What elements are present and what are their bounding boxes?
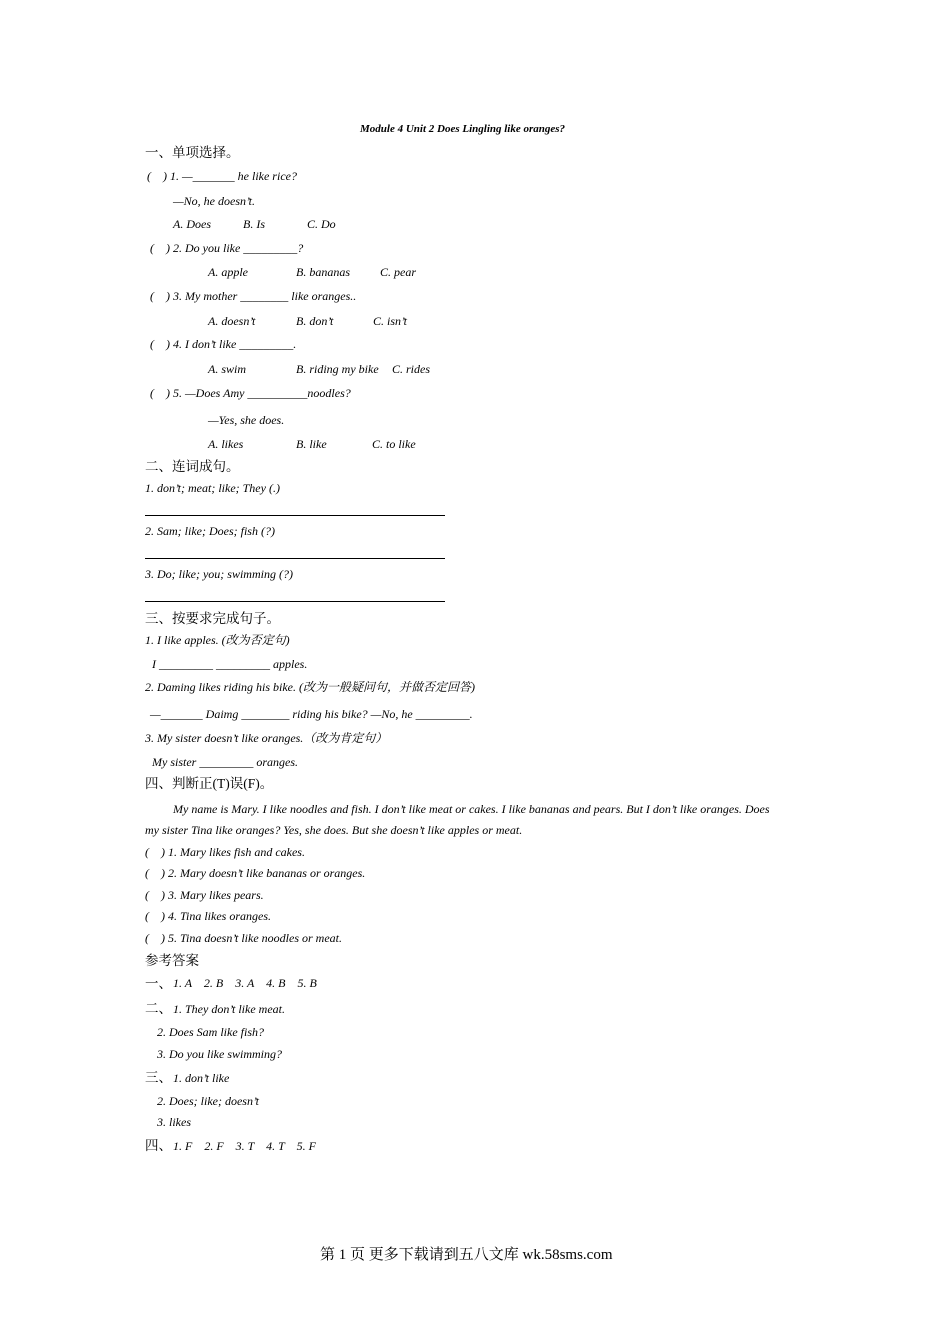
page-footer: 第 1 页 更多下载请到五八文库 wk.58sms.com (320, 1247, 613, 1263)
reorder-item-3: 3. Do; like; you; swimming (?) (145, 567, 293, 581)
rewrite-item-1: 1. I like apples. (改为否定句) (145, 633, 290, 647)
question-4-option-b: B. riding my bike (296, 362, 379, 376)
judge-item-2: ( ) 2. Mary doesn’t like bananas or oranges. (145, 866, 366, 880)
question-5-option-b: B. like (296, 437, 327, 451)
reorder-item-2: 2. Sam; like; Does; fish (?) (145, 524, 275, 538)
question-5-reply: —Yes, she does. (208, 413, 285, 427)
rewrite-item-3: 3. My sister doesn’t like oranges.（改为肯定句） (145, 731, 388, 745)
question-3: ( ) 3. My mother ________ like oranges.. (150, 289, 357, 303)
question-1-option-b: B. Is (243, 217, 265, 231)
rewrite-item-3-fill: My sister _________ oranges. (152, 755, 298, 769)
answers-4-label: 四、 (145, 1138, 172, 1153)
question-4: ( ) 4. I don’t like _________. (150, 337, 297, 351)
section-2-heading: 二、连词成句。 (145, 459, 240, 474)
judge-item-3: ( ) 3. Mary likes pears. (145, 888, 264, 902)
answers-4: 1. F 2. F 3. T 4. T 5. F (173, 1139, 316, 1153)
reorder-item-1: 1. don’t; meat; like; They (.) (145, 481, 280, 495)
question-1-reply: —No, he doesn’t. (173, 194, 255, 208)
answer-line (145, 558, 445, 559)
question-3-option-c: C. isn’t (373, 314, 408, 328)
answers-2-label: 二、 (145, 1001, 172, 1016)
section-1-heading: 一、单项选择。 (145, 145, 240, 160)
question-5-option-c: C. to like (372, 437, 416, 451)
answers-1: 1. A 2. B 3. A 4. B 5. B (173, 976, 317, 990)
rewrite-item-2-fill: —_______ Daimg ________ riding his bike? —No, he _________. (150, 707, 473, 721)
section-4-heading: 四、判断正(T)误(F)。 (145, 776, 274, 791)
question-2-option-b: B. bananas (296, 265, 350, 279)
judge-item-1: ( ) 1. Mary likes fish and cakes. (145, 845, 305, 859)
question-4-option-a: A. swim (208, 362, 247, 376)
answers-1-label: 一、 (145, 976, 172, 991)
document-title: Module 4 Unit 2 Does Lingling like oranges? (360, 123, 566, 135)
reading-passage-line-2: my sister Tina like oranges? Yes, she does. But she doesn’t like apples or meat. (145, 823, 523, 837)
question-3-option-b: B. don’t (296, 314, 334, 328)
question-5: ( ) 5. —Does Amy __________noodles? (150, 386, 351, 400)
answer-line (145, 515, 445, 516)
rewrite-item-2: 2. Daming likes riding his bike. (改为一般疑问句，并做否定回答) (145, 680, 475, 694)
answers-2-item-3: 3. Do you like swimming? (157, 1047, 282, 1061)
question-2-option-c: C. pear (380, 265, 416, 279)
question-1-option-a: A. Does (173, 217, 211, 231)
section-3-heading: 三、按要求完成句子。 (145, 611, 280, 626)
question-2-option-a: A. apple (208, 265, 248, 279)
question-1-option-c: C. Do (307, 217, 336, 231)
answers-2-item-2: 2. Does Sam like fish? (157, 1025, 264, 1039)
judge-item-4: ( ) 4. Tina likes oranges. (145, 909, 271, 923)
answers-3-item-3: 3. likes (157, 1115, 191, 1129)
question-4-option-c: C. rides (392, 362, 431, 376)
question-5-option-a: A. likes (208, 437, 244, 451)
question-2: ( ) 2. Do you like _________? (150, 241, 304, 255)
answer-line (145, 601, 445, 602)
question-1: ( ) 1. —_______ he like rice? (147, 169, 297, 183)
answers-heading: 参考答案 (145, 953, 199, 968)
answers-3-item-1: 1. don’t like (173, 1071, 230, 1085)
answers-3-label: 三、 (145, 1070, 172, 1085)
question-3-option-a: A. doesn’t (208, 314, 256, 328)
answers-3-item-2: 2. Does; like; doesn’t (157, 1094, 259, 1108)
judge-item-5: ( ) 5. Tina doesn’t like noodles or meat. (145, 931, 342, 945)
answers-2-item-1: 1. They don’t like meat. (173, 1002, 285, 1016)
rewrite-item-1-fill: I _________ _________ apples. (152, 657, 308, 671)
reading-passage-line-1: My name is Mary. I like noodles and fish. I don’t like meat or cakes. I like bananas and pears. But I don’t like oranges. Does (173, 802, 770, 816)
